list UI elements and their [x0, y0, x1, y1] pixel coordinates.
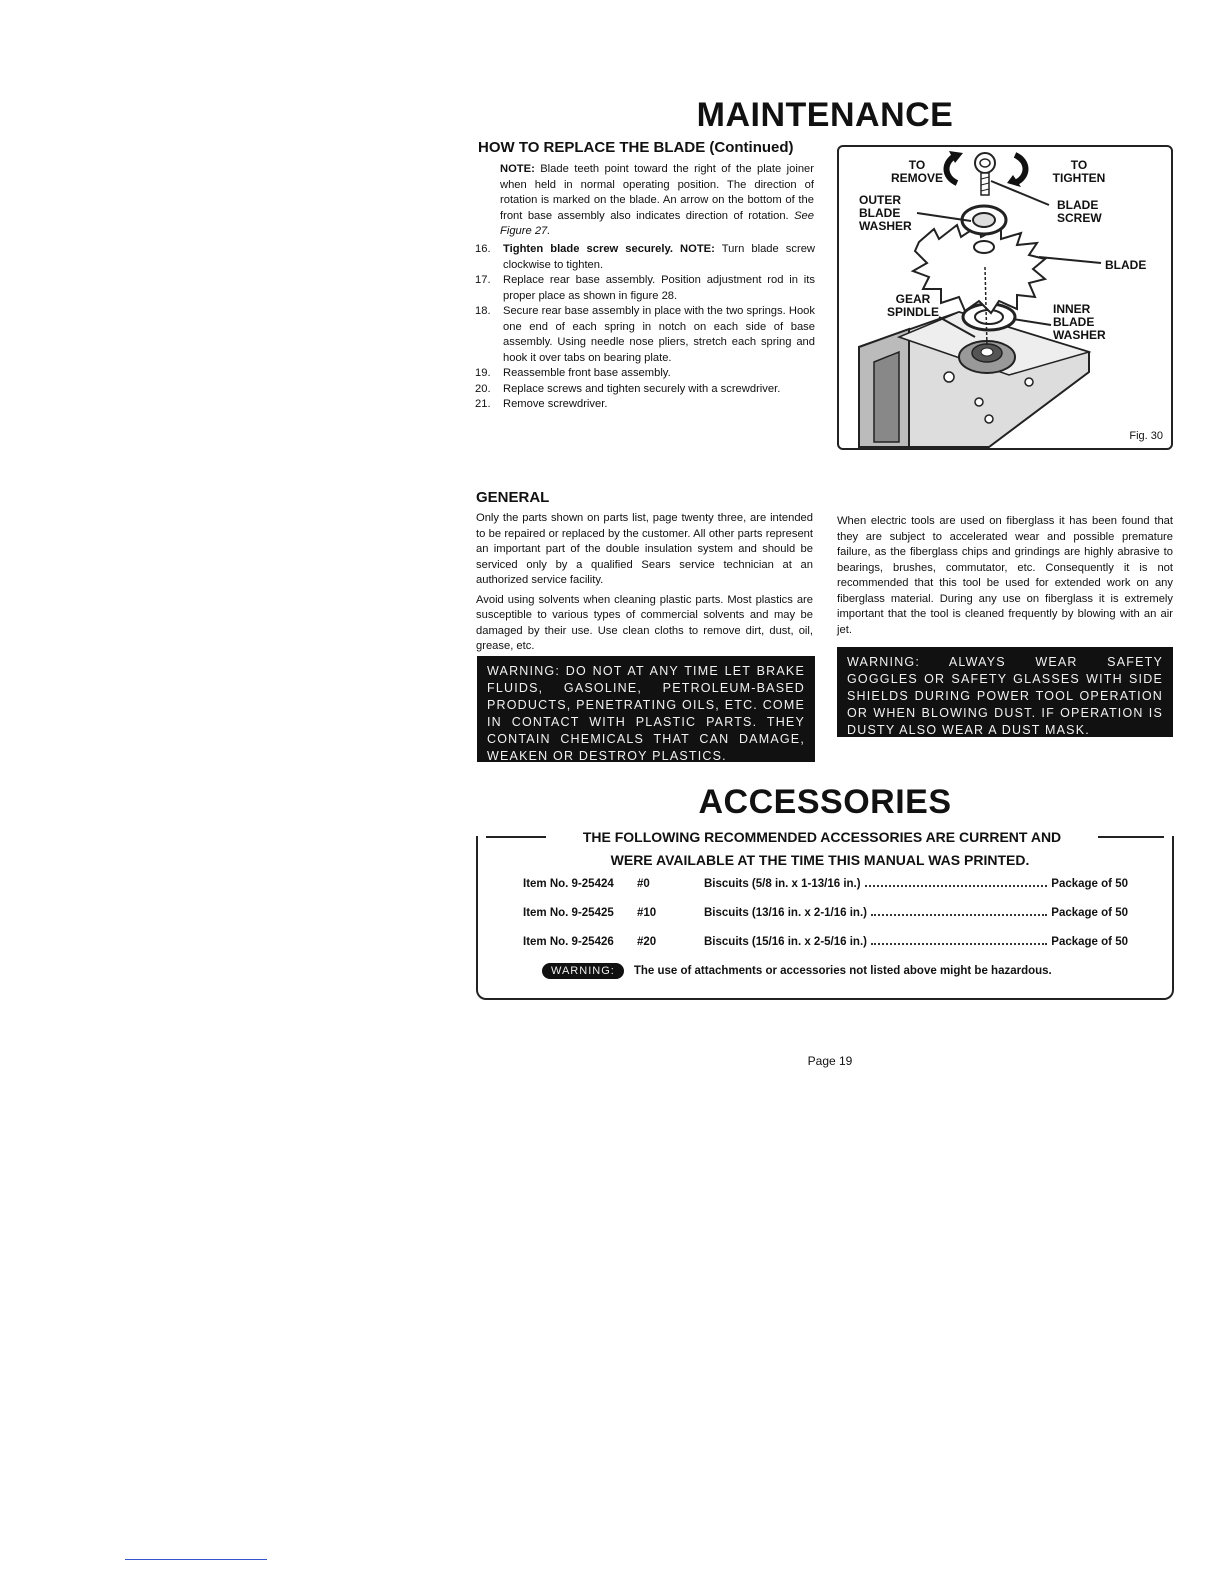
section-heading: HOW TO REPLACE THE BLADE (Continued) [478, 139, 794, 156]
step-item: 17. Replace rear base assembly. Position adjustment rod in its proper place as shown in figure 28. [475, 274, 815, 302]
label-to-tighten: TO TIGHTEN [1052, 158, 1106, 185]
accessories-heading-2: WERE AVAILABLE AT THE TIME THIS MANUAL WAS PRINTED. [610, 852, 1030, 868]
label-inner-blade-washer: INNER BLADE WASHER [1053, 302, 1106, 342]
accessories-heading-1: THE FOLLOWING RECOMMENDED ACCESSORIES ARE CURRENT AND [582, 829, 1062, 845]
note-text: Blade teeth point toward the right of the plate joiner when held in normal operating position. The direction of rotation is marked on the blade. An arrow on the bottom of the front base assembly also indicates direction of rotation. [500, 163, 814, 222]
label-blade-screw: BLADE SCREW [1057, 198, 1102, 225]
label-to-remove: TO REMOVE [890, 158, 943, 185]
paragraph: When electric tools are used on fiberglass it has been found that they are subject to accelerated wear and possible premature failure, as the fiberglass chips and grindings are highly abrasive to bearings, brushes, commutator, etc. Consequently it is not recommended that this tool be used for extended work on any fiberglass material. During any use on fiberglass it is extremely important that the tool is cleaned frequently by blowing with an air jet. [837, 515, 1173, 636]
step-item: 18. Secure rear base assembly in place with the two springs. Hook one end of each spring in notch on each side of base assembly. Using needle nose pliers, stretch each spring and hook it over tabs on bearing plate. [475, 305, 815, 364]
general-left-text [476, 511, 813, 659]
warning-safety-goggles: WARNING: ALWAYS WEAR SAFETY GOGGLES OR SAFETY GLASSES WITH SIDE SHIELDS DURING POWER TOOL OPERATION OR WHEN BLOWING DUST. IF OPERATION IS DUSTY ALSO WEAR A DUST MASK. [837, 647, 1173, 737]
accessories-title: ACCESSORIES [698, 783, 952, 821]
frame-line-right [1098, 836, 1164, 838]
page-number: Page 19 [807, 1054, 853, 1068]
figure-30 [837, 145, 1173, 450]
note-ref: See Figure 27. [500, 209, 814, 237]
step-item: 21. Remove screwdriver. [475, 398, 608, 410]
figure-caption: Fig. 30 [1129, 430, 1163, 442]
accessory-row: Item No. 9-25425 #10 Biscuits (13/16 in. x 2-1/16 in.) Package of 50 [523, 907, 1128, 919]
general-heading: GENERAL [476, 489, 550, 506]
steps-list [475, 242, 815, 413]
blade-note [500, 162, 814, 240]
label-blade: BLADE [1105, 258, 1147, 272]
step-item: 19. Reassemble front base assembly. [475, 367, 671, 379]
accessory-row: Item No. 9-25424 #0 Biscuits (5/8 in. x 1-13/16 in.) Package of 50 [523, 878, 1128, 890]
warning-text: The use of attachments or accessories not listed above might be hazardous. [633, 965, 1052, 977]
label-outer-blade-washer: OUTER BLADE WASHER [859, 193, 912, 233]
step-item: 16. Tighten blade screw securely. NOTE: Turn blade screw clockwise to tighten. [475, 243, 816, 271]
general-right-text [837, 514, 1173, 642]
paragraph: Avoid using solvents when cleaning plastic parts. Most plastics are susceptible to various types of commercial solvents and may be damaged by their use. Use clean cloths to remove dirt, dust, oil, grease, etc. [476, 593, 813, 652]
paragraph: Only the parts shown on parts list, page twenty three, are intended to be repaired or replaced by the customer. All other parts represent an important part of the double insulation system and should be serviced only by a qualified Sears service technician at an authorized service facility. [476, 512, 813, 586]
bottom-rule [125, 1559, 267, 1560]
warning-badge: WARNING: [542, 963, 624, 979]
maintenance-title: MAINTENANCE [696, 96, 954, 134]
warning-plastics: WARNING: DO NOT AT ANY TIME LET BRAKE FLUIDS, GASOLINE, PETROLEUM-BASED PRODUCTS, PENETRATING OILS, ETC. COME IN CONTACT WITH PLASTIC PARTS. THEY CONTAIN CHEMICALS THAT CAN DAMAGE, WEAKEN OR DESTROY PLASTICS. [477, 656, 815, 762]
accessories-list [523, 878, 1128, 965]
frame-line-left [486, 836, 546, 838]
label-gear-spindle: GEAR SPINDLE [887, 292, 940, 319]
step-item: 20. Replace screws and tighten securely with a screwdriver. [475, 382, 781, 395]
note-label: NOTE: [500, 163, 535, 175]
accessories-warning [542, 963, 1052, 979]
accessory-row: Item No. 9-25426 #20 Biscuits (15/16 in. x 2-5/16 in.) Package of 50 [523, 936, 1128, 948]
